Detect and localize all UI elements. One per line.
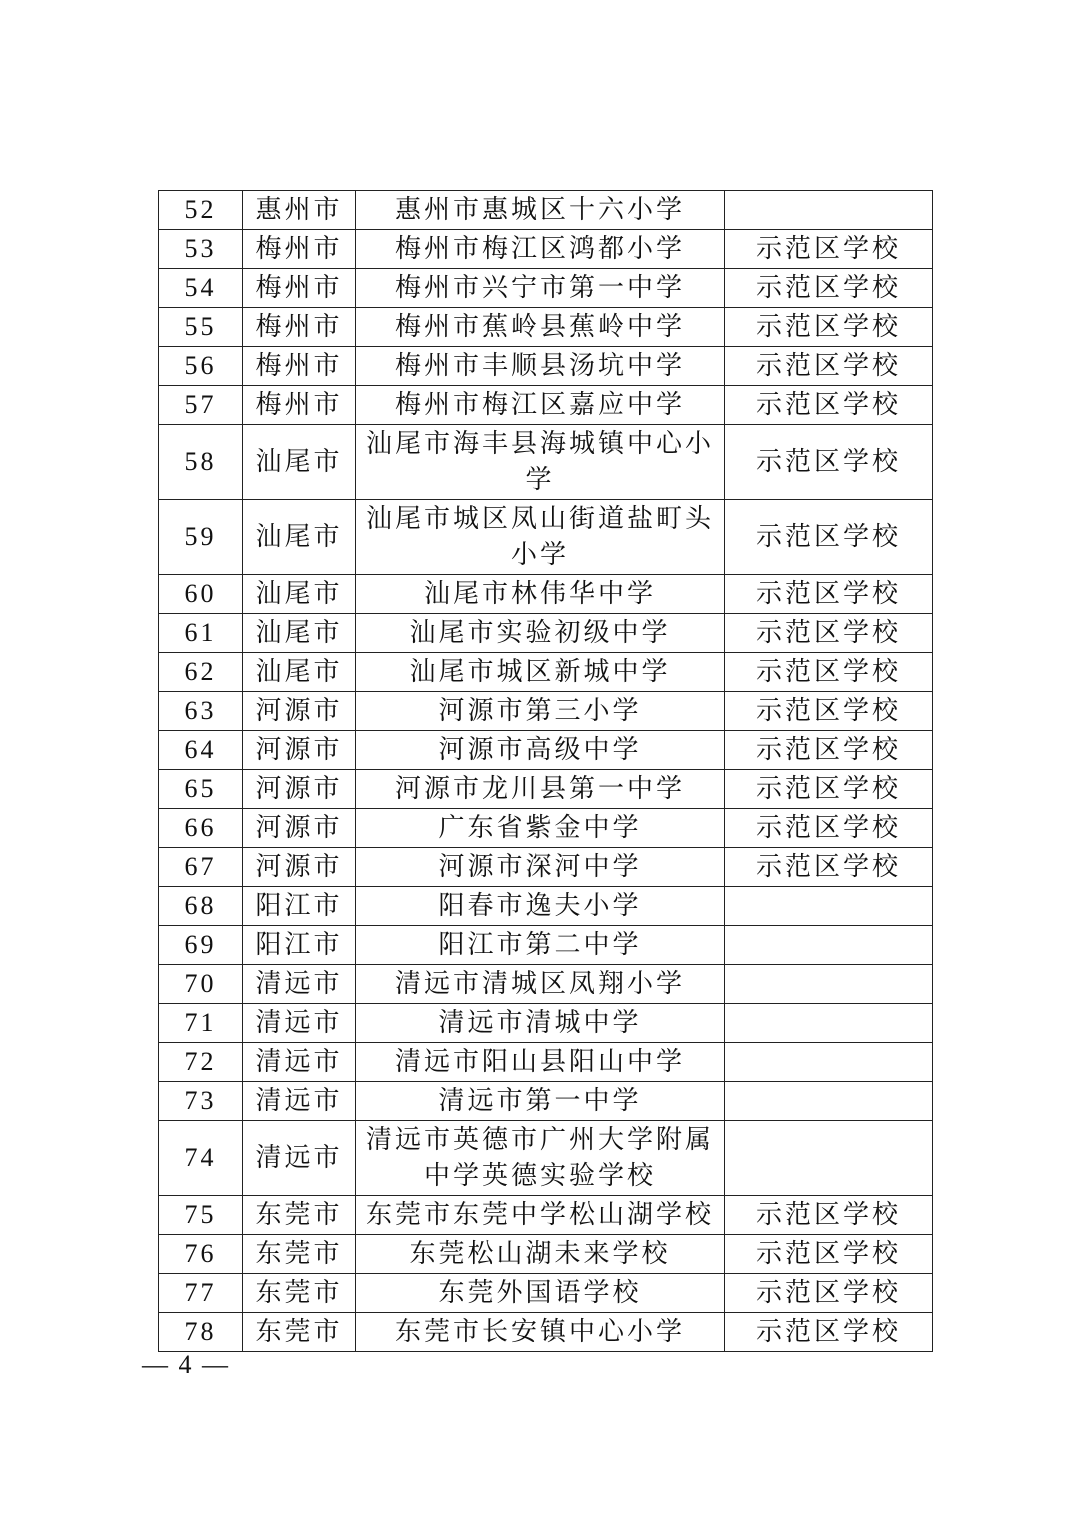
row-number: 74 bbox=[159, 1121, 243, 1196]
row-number: 62 bbox=[159, 653, 243, 692]
row-number: 55 bbox=[159, 308, 243, 347]
table-row bbox=[159, 269, 933, 308]
row-city: 汕尾市 bbox=[243, 614, 356, 653]
row-number: 68 bbox=[159, 887, 243, 926]
row-city: 梅州市 bbox=[243, 230, 356, 269]
school-list-table bbox=[158, 190, 933, 1352]
table-row bbox=[159, 965, 933, 1004]
row-school-name: 阳春市逸夫小学 bbox=[356, 887, 725, 926]
row-note: 示范区学校 bbox=[725, 614, 933, 653]
row-city: 河源市 bbox=[243, 731, 356, 770]
table-row bbox=[159, 1043, 933, 1082]
row-note bbox=[725, 1082, 933, 1121]
row-note bbox=[725, 1121, 933, 1196]
row-city: 梅州市 bbox=[243, 269, 356, 308]
row-number: 58 bbox=[159, 425, 243, 500]
row-number: 72 bbox=[159, 1043, 243, 1082]
row-number: 65 bbox=[159, 770, 243, 809]
row-city: 阳江市 bbox=[243, 887, 356, 926]
row-city: 清远市 bbox=[243, 1004, 356, 1043]
row-city: 清远市 bbox=[243, 1043, 356, 1082]
table-row bbox=[159, 731, 933, 770]
row-city: 惠州市 bbox=[243, 191, 356, 230]
table-row bbox=[159, 500, 933, 575]
row-note: 示范区学校 bbox=[725, 809, 933, 848]
row-note bbox=[725, 887, 933, 926]
row-city: 河源市 bbox=[243, 770, 356, 809]
row-school-name: 惠州市惠城区十六小学 bbox=[356, 191, 725, 230]
row-note: 示范区学校 bbox=[725, 230, 933, 269]
row-note: 示范区学校 bbox=[725, 1196, 933, 1235]
row-school-name: 汕尾市海丰县海城镇中心小学 bbox=[356, 425, 725, 500]
row-note: 示范区学校 bbox=[725, 1313, 933, 1352]
row-number: 64 bbox=[159, 731, 243, 770]
row-number: 67 bbox=[159, 848, 243, 887]
row-note: 示范区学校 bbox=[725, 500, 933, 575]
row-school-name: 河源市第三小学 bbox=[356, 692, 725, 731]
row-city: 河源市 bbox=[243, 809, 356, 848]
row-city: 阳江市 bbox=[243, 926, 356, 965]
table-row bbox=[159, 308, 933, 347]
row-note: 示范区学校 bbox=[725, 386, 933, 425]
table-row bbox=[159, 1196, 933, 1235]
row-city: 清远市 bbox=[243, 1082, 356, 1121]
table-row bbox=[159, 1274, 933, 1313]
row-number: 60 bbox=[159, 575, 243, 614]
row-school-name: 梅州市梅江区鸿都小学 bbox=[356, 230, 725, 269]
row-note bbox=[725, 926, 933, 965]
row-school-name: 梅州市梅江区嘉应中学 bbox=[356, 386, 725, 425]
row-note bbox=[725, 191, 933, 230]
row-note: 示范区学校 bbox=[725, 308, 933, 347]
row-number: 57 bbox=[159, 386, 243, 425]
row-city: 河源市 bbox=[243, 692, 356, 731]
table-row bbox=[159, 614, 933, 653]
row-city: 东莞市 bbox=[243, 1235, 356, 1274]
row-number: 78 bbox=[159, 1313, 243, 1352]
row-note bbox=[725, 1004, 933, 1043]
row-city: 梅州市 bbox=[243, 347, 356, 386]
row-number: 71 bbox=[159, 1004, 243, 1043]
row-city: 汕尾市 bbox=[243, 575, 356, 614]
row-school-name: 阳江市第二中学 bbox=[356, 926, 725, 965]
table-row bbox=[159, 1121, 933, 1196]
row-number: 66 bbox=[159, 809, 243, 848]
row-note: 示范区学校 bbox=[725, 575, 933, 614]
row-city: 东莞市 bbox=[243, 1274, 356, 1313]
row-city: 东莞市 bbox=[243, 1196, 356, 1235]
row-school-name: 清远市阳山县阳山中学 bbox=[356, 1043, 725, 1082]
row-city: 汕尾市 bbox=[243, 425, 356, 500]
row-school-name: 汕尾市实验初级中学 bbox=[356, 614, 725, 653]
table-row bbox=[159, 575, 933, 614]
row-school-name: 东莞市东莞中学松山湖学校 bbox=[356, 1196, 725, 1235]
row-school-name: 清远市清城区凤翔小学 bbox=[356, 965, 725, 1004]
row-note: 示范区学校 bbox=[725, 347, 933, 386]
row-number: 70 bbox=[159, 965, 243, 1004]
row-school-name: 东莞外国语学校 bbox=[356, 1274, 725, 1313]
row-school-name: 汕尾市林伟华中学 bbox=[356, 575, 725, 614]
row-school-name: 汕尾市城区凤山街道盐町头小学 bbox=[356, 500, 725, 575]
row-school-name: 梅州市蕉岭县蕉岭中学 bbox=[356, 308, 725, 347]
row-school-name: 东莞松山湖未来学校 bbox=[356, 1235, 725, 1274]
table-row bbox=[159, 692, 933, 731]
page-number: — 4 — bbox=[142, 1350, 230, 1379]
row-school-name: 河源市深河中学 bbox=[356, 848, 725, 887]
row-number: 63 bbox=[159, 692, 243, 731]
row-school-name: 广东省紫金中学 bbox=[356, 809, 725, 848]
row-school-name: 梅州市兴宁市第一中学 bbox=[356, 269, 725, 308]
row-number: 69 bbox=[159, 926, 243, 965]
row-note: 示范区学校 bbox=[725, 770, 933, 809]
row-note bbox=[725, 1043, 933, 1082]
row-number: 53 bbox=[159, 230, 243, 269]
row-number: 77 bbox=[159, 1274, 243, 1313]
table-row bbox=[159, 1082, 933, 1121]
row-note: 示范区学校 bbox=[725, 848, 933, 887]
row-city: 汕尾市 bbox=[243, 653, 356, 692]
row-city: 梅州市 bbox=[243, 386, 356, 425]
row-school-name: 东莞市长安镇中心小学 bbox=[356, 1313, 725, 1352]
table-body bbox=[159, 191, 933, 1352]
table-row bbox=[159, 653, 933, 692]
table-row bbox=[159, 809, 933, 848]
row-city: 汕尾市 bbox=[243, 500, 356, 575]
row-school-name: 汕尾市城区新城中学 bbox=[356, 653, 725, 692]
row-number: 56 bbox=[159, 347, 243, 386]
row-note: 示范区学校 bbox=[725, 425, 933, 500]
table-row bbox=[159, 347, 933, 386]
row-city: 东莞市 bbox=[243, 1313, 356, 1352]
row-number: 59 bbox=[159, 500, 243, 575]
table-row bbox=[159, 1235, 933, 1274]
row-number: 75 bbox=[159, 1196, 243, 1235]
row-number: 52 bbox=[159, 191, 243, 230]
row-city: 梅州市 bbox=[243, 308, 356, 347]
row-number: 76 bbox=[159, 1235, 243, 1274]
row-city: 河源市 bbox=[243, 848, 356, 887]
row-school-name: 清远市第一中学 bbox=[356, 1082, 725, 1121]
row-city: 清远市 bbox=[243, 965, 356, 1004]
row-school-name: 梅州市丰顺县汤坑中学 bbox=[356, 347, 725, 386]
table-row bbox=[159, 770, 933, 809]
table-row bbox=[159, 1004, 933, 1043]
row-school-name: 清远市清城中学 bbox=[356, 1004, 725, 1043]
table-row bbox=[159, 887, 933, 926]
table-row bbox=[159, 1313, 933, 1352]
row-note: 示范区学校 bbox=[725, 653, 933, 692]
row-number: 73 bbox=[159, 1082, 243, 1121]
row-number: 54 bbox=[159, 269, 243, 308]
table-row bbox=[159, 926, 933, 965]
row-note: 示范区学校 bbox=[725, 1274, 933, 1313]
row-note: 示范区学校 bbox=[725, 1235, 933, 1274]
row-note: 示范区学校 bbox=[725, 731, 933, 770]
table-row bbox=[159, 386, 933, 425]
row-note: 示范区学校 bbox=[725, 692, 933, 731]
row-school-name: 河源市高级中学 bbox=[356, 731, 725, 770]
row-city: 清远市 bbox=[243, 1121, 356, 1196]
table-row bbox=[159, 425, 933, 500]
row-note bbox=[725, 965, 933, 1004]
table-row bbox=[159, 230, 933, 269]
table-row bbox=[159, 848, 933, 887]
table-row bbox=[159, 191, 933, 230]
row-number: 61 bbox=[159, 614, 243, 653]
row-note: 示范区学校 bbox=[725, 269, 933, 308]
row-school-name: 河源市龙川县第一中学 bbox=[356, 770, 725, 809]
row-school-name: 清远市英德市广州大学附属中学英德实验学校 bbox=[356, 1121, 725, 1196]
